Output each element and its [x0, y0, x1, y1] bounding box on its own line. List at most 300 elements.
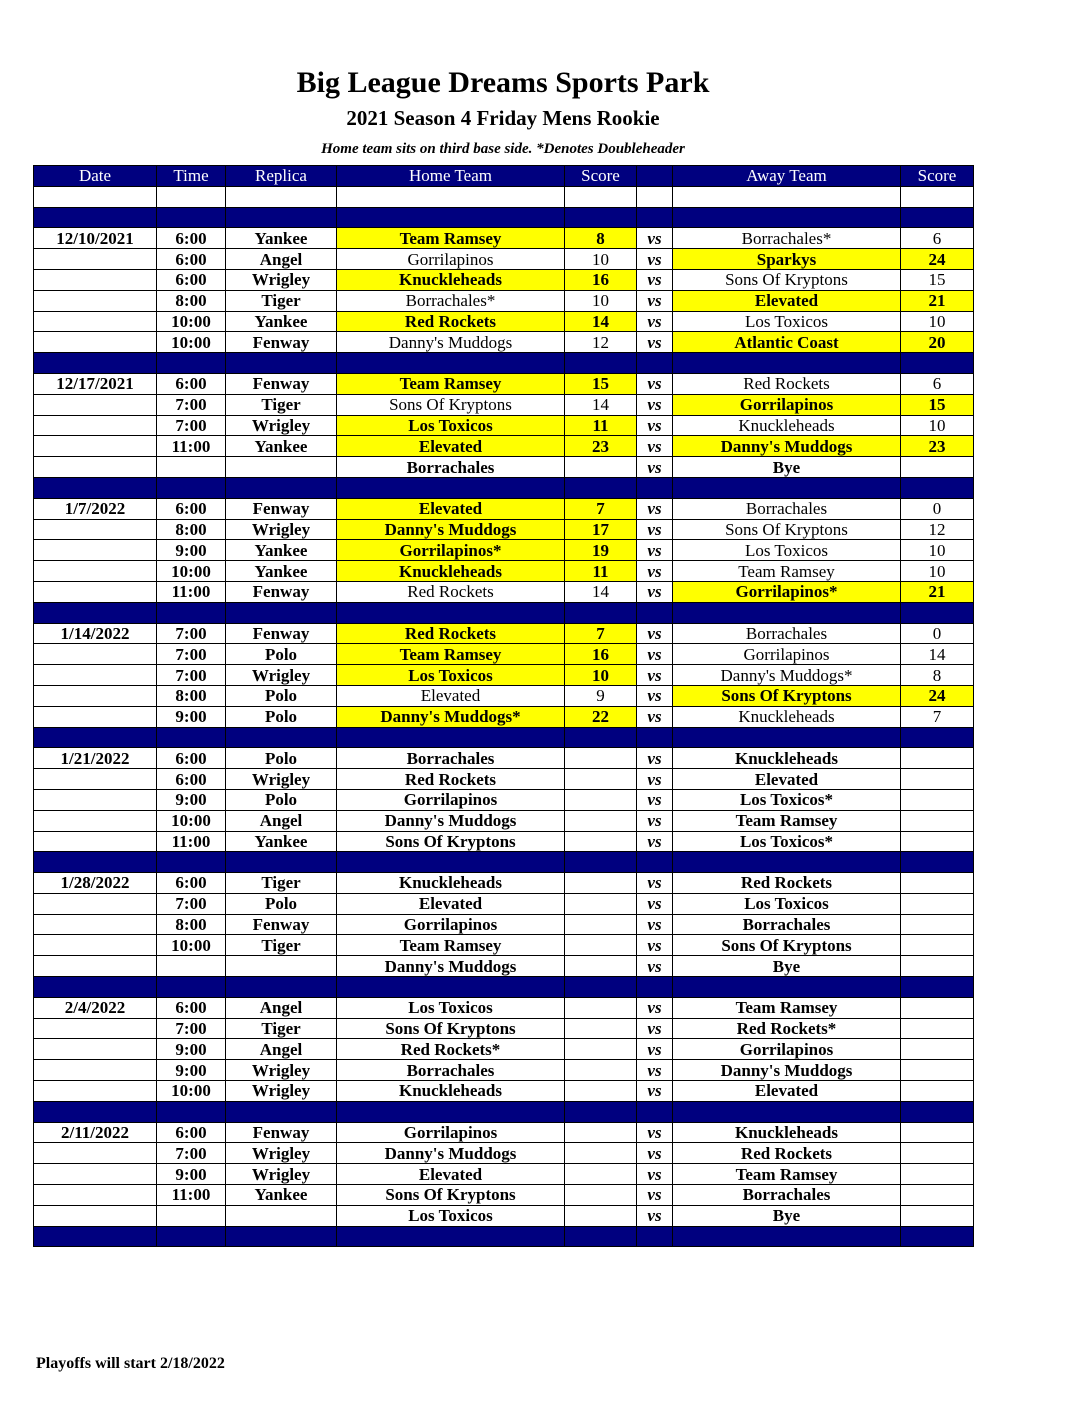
- date-cell: [34, 1060, 157, 1081]
- game-row: [34, 997, 974, 1018]
- game-row: [34, 457, 974, 478]
- vs-cell: vs: [637, 789, 673, 810]
- separator-cell: [226, 1101, 337, 1122]
- away-score-cell: [901, 935, 974, 956]
- replica-cell: Wrigley: [226, 1081, 337, 1102]
- schedule-body: [34, 186, 974, 1247]
- time-cell: 7:00: [157, 893, 226, 914]
- time-cell: 10:00: [157, 561, 226, 582]
- separator-cell: [226, 477, 337, 498]
- vs-cell: vs: [637, 228, 673, 249]
- date-cell: [34, 561, 157, 582]
- game-row: [34, 810, 974, 831]
- home-team-cell: Sons Of Kryptons: [337, 1185, 565, 1206]
- game-row: [34, 706, 974, 727]
- home-score-cell: [565, 457, 637, 478]
- date-cell: [34, 519, 157, 540]
- away-team-cell: Gorrilapinos: [673, 394, 901, 415]
- home-team-cell: Gorrilapinos: [337, 1122, 565, 1143]
- separator-cell: [337, 1226, 565, 1247]
- home-score-cell: 14: [565, 311, 637, 332]
- home-team-cell: Danny's Muddogs: [337, 519, 565, 540]
- separator-cell: [637, 727, 673, 748]
- column-header-away-score: Score: [901, 166, 974, 187]
- separator-cell: [673, 602, 901, 623]
- vs-cell: vs: [637, 415, 673, 436]
- home-score-cell: [565, 810, 637, 831]
- vs-cell: vs: [637, 457, 673, 478]
- time-cell: 6:00: [157, 997, 226, 1018]
- replica-cell: Tiger: [226, 935, 337, 956]
- separator-cell: [637, 207, 673, 228]
- away-score-cell: 7: [901, 706, 974, 727]
- away-team-cell: Knuckleheads: [673, 415, 901, 436]
- separator-cell: [901, 977, 974, 998]
- home-score-cell: 7: [565, 623, 637, 644]
- time-cell: 7:00: [157, 1143, 226, 1164]
- home-score-cell: 14: [565, 394, 637, 415]
- separator-cell: [565, 602, 637, 623]
- away-score-cell: [901, 1164, 974, 1185]
- game-row: [34, 956, 974, 977]
- replica-cell: Wrigley: [226, 1143, 337, 1164]
- separator-cell: [337, 207, 565, 228]
- vs-cell: vs: [637, 1039, 673, 1060]
- date-cell: [34, 935, 157, 956]
- away-team-cell: Team Ramsey: [673, 810, 901, 831]
- separator-cell: [673, 977, 901, 998]
- date-cell: [34, 1185, 157, 1206]
- time-cell: 7:00: [157, 623, 226, 644]
- home-team-cell: Los Toxicos: [337, 1205, 565, 1226]
- vs-cell: vs: [637, 1060, 673, 1081]
- vs-cell: vs: [637, 1164, 673, 1185]
- date-cell: 1/14/2022: [34, 623, 157, 644]
- time-cell: 7:00: [157, 415, 226, 436]
- time-cell: 7:00: [157, 1018, 226, 1039]
- week-separator: [34, 207, 974, 228]
- away-score-cell: 12: [901, 519, 974, 540]
- replica-cell: Wrigley: [226, 665, 337, 686]
- time-cell: [157, 1205, 226, 1226]
- game-row: [34, 1039, 974, 1060]
- away-score-cell: [901, 1122, 974, 1143]
- away-score-cell: [901, 914, 974, 935]
- column-header-replica: Replica: [226, 166, 337, 187]
- time-cell: 10:00: [157, 332, 226, 353]
- home-team-cell: Sons Of Kryptons: [337, 1018, 565, 1039]
- game-row: [34, 914, 974, 935]
- column-header-vs: [637, 166, 673, 187]
- date-cell: [34, 457, 157, 478]
- away-score-cell: 6: [901, 373, 974, 394]
- away-team-cell: Sons Of Kryptons: [673, 269, 901, 290]
- separator-cell: [565, 852, 637, 873]
- vs-cell: vs: [637, 394, 673, 415]
- replica-cell: Fenway: [226, 498, 337, 519]
- home-team-cell: Borrachales: [337, 1060, 565, 1081]
- time-cell: 6:00: [157, 1122, 226, 1143]
- separator-cell: [337, 977, 565, 998]
- away-team-cell: Atlantic Coast: [673, 332, 901, 353]
- date-cell: [34, 831, 157, 852]
- time-cell: 11:00: [157, 831, 226, 852]
- column-header-time: Time: [157, 166, 226, 187]
- away-score-cell: 15: [901, 269, 974, 290]
- vs-cell: vs: [637, 311, 673, 332]
- away-score-cell: [901, 1143, 974, 1164]
- away-team-cell: Team Ramsey: [673, 561, 901, 582]
- replica-cell: Yankee: [226, 540, 337, 561]
- away-score-cell: [901, 1185, 974, 1206]
- separator-cell: [637, 852, 673, 873]
- away-score-cell: 21: [901, 581, 974, 602]
- page-title: Big League Dreams Sports Park: [296, 66, 710, 99]
- game-row: [34, 873, 974, 894]
- home-team-cell: Borrachales: [337, 457, 565, 478]
- separator-cell: [337, 602, 565, 623]
- away-team-cell: Red Rockets: [673, 1143, 901, 1164]
- game-row: [34, 540, 974, 561]
- game-row: [34, 748, 974, 769]
- separator-cell: [337, 727, 565, 748]
- away-team-cell: Danny's Muddogs: [673, 1060, 901, 1081]
- home-score-cell: [565, 1185, 637, 1206]
- replica-cell: Fenway: [226, 373, 337, 394]
- separator-cell: [34, 1101, 157, 1122]
- home-team-cell: Danny's Muddogs: [337, 332, 565, 353]
- separator-cell: [901, 477, 974, 498]
- separator-cell: [226, 1226, 337, 1247]
- game-row: [34, 519, 974, 540]
- replica-cell: Angel: [226, 810, 337, 831]
- replica-cell: Angel: [226, 1039, 337, 1060]
- home-team-cell: Danny's Muddogs: [337, 810, 565, 831]
- game-row: [34, 1164, 974, 1185]
- home-score-cell: 11: [565, 415, 637, 436]
- replica-cell: Fenway: [226, 1122, 337, 1143]
- week-separator: [34, 477, 974, 498]
- vs-cell: vs: [637, 561, 673, 582]
- home-team-cell: Knuckleheads: [337, 269, 565, 290]
- home-team-cell: Borrachales: [337, 748, 565, 769]
- time-cell: 9:00: [157, 540, 226, 561]
- separator-cell: [157, 602, 226, 623]
- time-cell: 10:00: [157, 1081, 226, 1102]
- home-team-cell: Team Ramsey: [337, 644, 565, 665]
- vs-cell: vs: [637, 1018, 673, 1039]
- separator-cell: [901, 602, 974, 623]
- game-row: [34, 332, 974, 353]
- separator-cell: [901, 207, 974, 228]
- home-team-cell: Red Rockets: [337, 581, 565, 602]
- separator-cell: [637, 602, 673, 623]
- home-score-cell: 12: [565, 332, 637, 353]
- vs-cell: vs: [637, 810, 673, 831]
- time-cell: 8:00: [157, 290, 226, 311]
- time-cell: 8:00: [157, 685, 226, 706]
- separator-cell: [901, 727, 974, 748]
- away-team-cell: Sons Of Kryptons: [673, 519, 901, 540]
- away-score-cell: [901, 831, 974, 852]
- away-score-cell: 24: [901, 685, 974, 706]
- home-score-cell: [565, 789, 637, 810]
- replica-cell: Yankee: [226, 228, 337, 249]
- blank-row: [34, 186, 974, 207]
- home-score-cell: [565, 1081, 637, 1102]
- time-cell: 6:00: [157, 373, 226, 394]
- away-team-cell: Sparkys: [673, 249, 901, 270]
- time-cell: [157, 457, 226, 478]
- away-team-cell: Gorrilapinos*: [673, 581, 901, 602]
- replica-cell: Fenway: [226, 623, 337, 644]
- away-score-cell: 10: [901, 561, 974, 582]
- home-score-cell: 10: [565, 249, 637, 270]
- time-cell: 6:00: [157, 769, 226, 790]
- replica-cell: Angel: [226, 997, 337, 1018]
- game-row: [34, 665, 974, 686]
- replica-cell: [226, 457, 337, 478]
- home-score-cell: 23: [565, 436, 637, 457]
- replica-cell: Yankee: [226, 1185, 337, 1206]
- away-score-cell: 14: [901, 644, 974, 665]
- home-score-cell: 8: [565, 228, 637, 249]
- away-score-cell: 6: [901, 228, 974, 249]
- game-row: [34, 415, 974, 436]
- replica-cell: Tiger: [226, 394, 337, 415]
- home-team-cell: Elevated: [337, 436, 565, 457]
- time-cell: 7:00: [157, 644, 226, 665]
- away-team-cell: Gorrilapinos: [673, 644, 901, 665]
- replica-cell: [226, 956, 337, 977]
- away-score-cell: [901, 1039, 974, 1060]
- schedule-table: [33, 165, 974, 1247]
- week-separator: [34, 1101, 974, 1122]
- home-score-cell: 15: [565, 373, 637, 394]
- separator-cell: [673, 477, 901, 498]
- replica-cell: Tiger: [226, 290, 337, 311]
- away-team-cell: Los Toxicos*: [673, 831, 901, 852]
- game-row: [34, 789, 974, 810]
- separator-cell: [565, 477, 637, 498]
- game-row: [34, 561, 974, 582]
- separator-cell: [226, 977, 337, 998]
- column-header-home-score: Score: [565, 166, 637, 187]
- away-team-cell: Bye: [673, 457, 901, 478]
- away-team-cell: Borrachales: [673, 498, 901, 519]
- header-row: [34, 166, 974, 187]
- week-separator: [34, 977, 974, 998]
- vs-cell: vs: [637, 269, 673, 290]
- replica-cell: [226, 1205, 337, 1226]
- separator-cell: [157, 353, 226, 374]
- date-cell: [34, 665, 157, 686]
- time-cell: 6:00: [157, 249, 226, 270]
- vs-cell: vs: [637, 893, 673, 914]
- home-score-cell: [565, 769, 637, 790]
- home-team-cell: Elevated: [337, 893, 565, 914]
- time-cell: 9:00: [157, 706, 226, 727]
- away-score-cell: [901, 1081, 974, 1102]
- column-header-date: Date: [34, 166, 157, 187]
- away-score-cell: [901, 1018, 974, 1039]
- away-score-cell: [901, 748, 974, 769]
- away-team-cell: Knuckleheads: [673, 706, 901, 727]
- replica-cell: Polo: [226, 706, 337, 727]
- vs-cell: vs: [637, 769, 673, 790]
- separator-cell: [637, 477, 673, 498]
- vs-cell: vs: [637, 914, 673, 935]
- page-subtitle: 2021 Season 4 Friday Mens Rookie: [346, 106, 660, 130]
- replica-cell: Yankee: [226, 436, 337, 457]
- game-row: [34, 1081, 974, 1102]
- vs-cell: vs: [637, 519, 673, 540]
- away-team-cell: Borrachales: [673, 1185, 901, 1206]
- separator-cell: [226, 353, 337, 374]
- away-team-cell: Sons Of Kryptons: [673, 685, 901, 706]
- away-score-cell: [901, 956, 974, 977]
- game-row: [34, 498, 974, 519]
- separator-cell: [637, 977, 673, 998]
- away-team-cell: Team Ramsey: [673, 997, 901, 1018]
- date-cell: [34, 269, 157, 290]
- away-team-cell: Red Rockets*: [673, 1018, 901, 1039]
- game-row: [34, 935, 974, 956]
- game-row: [34, 893, 974, 914]
- away-score-cell: [901, 1060, 974, 1081]
- vs-cell: vs: [637, 956, 673, 977]
- game-row: [34, 373, 974, 394]
- home-score-cell: 7: [565, 498, 637, 519]
- home-score-cell: [565, 748, 637, 769]
- home-team-cell: Gorrilapinos*: [337, 540, 565, 561]
- separator-cell: [34, 1226, 157, 1247]
- vs-cell: vs: [637, 935, 673, 956]
- game-row: [34, 269, 974, 290]
- replica-cell: Yankee: [226, 561, 337, 582]
- away-score-cell: 24: [901, 249, 974, 270]
- time-cell: 6:00: [157, 748, 226, 769]
- home-team-cell: Knuckleheads: [337, 873, 565, 894]
- away-team-cell: Danny's Muddogs: [673, 436, 901, 457]
- home-score-cell: 16: [565, 644, 637, 665]
- replica-cell: Wrigley: [226, 769, 337, 790]
- vs-cell: vs: [637, 498, 673, 519]
- vs-cell: vs: [637, 831, 673, 852]
- away-team-cell: Elevated: [673, 1081, 901, 1102]
- separator-cell: [637, 353, 673, 374]
- game-row: [34, 1060, 974, 1081]
- date-cell: [34, 436, 157, 457]
- date-cell: [34, 1018, 157, 1039]
- vs-cell: vs: [637, 540, 673, 561]
- separator-cell: [901, 353, 974, 374]
- time-cell: 6:00: [157, 873, 226, 894]
- away-team-cell: Borrachales: [673, 914, 901, 935]
- game-row: [34, 1185, 974, 1206]
- vs-cell: vs: [637, 623, 673, 644]
- vs-cell: vs: [637, 290, 673, 311]
- date-cell: 1/21/2022: [34, 748, 157, 769]
- home-score-cell: [565, 1164, 637, 1185]
- vs-cell: vs: [637, 1143, 673, 1164]
- away-score-cell: 21: [901, 290, 974, 311]
- game-row: [34, 623, 974, 644]
- away-score-cell: 15: [901, 394, 974, 415]
- game-row: [34, 685, 974, 706]
- date-cell: [34, 810, 157, 831]
- vs-cell: vs: [637, 748, 673, 769]
- separator-cell: [673, 852, 901, 873]
- vs-cell: vs: [637, 665, 673, 686]
- date-cell: [34, 249, 157, 270]
- separator-cell: [34, 477, 157, 498]
- separator-cell: [901, 1226, 974, 1247]
- home-team-cell: Red Rockets: [337, 623, 565, 644]
- replica-cell: Fenway: [226, 332, 337, 353]
- game-row: [34, 394, 974, 415]
- date-cell: [34, 789, 157, 810]
- vs-cell: vs: [637, 706, 673, 727]
- vs-cell: vs: [637, 644, 673, 665]
- game-row: [34, 644, 974, 665]
- home-score-cell: 10: [565, 665, 637, 686]
- away-score-cell: [901, 873, 974, 894]
- vs-cell: vs: [637, 1205, 673, 1226]
- home-team-cell: Gorrilapinos: [337, 789, 565, 810]
- replica-cell: Wrigley: [226, 1060, 337, 1081]
- separator-cell: [226, 602, 337, 623]
- time-cell: 9:00: [157, 1039, 226, 1060]
- home-score-cell: [565, 873, 637, 894]
- separator-cell: [565, 207, 637, 228]
- date-cell: [34, 394, 157, 415]
- game-row: [34, 249, 974, 270]
- away-score-cell: [901, 997, 974, 1018]
- time-cell: 8:00: [157, 914, 226, 935]
- separator-cell: [337, 1101, 565, 1122]
- replica-cell: Wrigley: [226, 415, 337, 436]
- home-score-cell: [565, 1060, 637, 1081]
- home-score-cell: [565, 935, 637, 956]
- date-cell: [34, 1164, 157, 1185]
- replica-cell: Polo: [226, 789, 337, 810]
- game-row: [34, 1018, 974, 1039]
- home-team-cell: Elevated: [337, 1164, 565, 1185]
- replica-cell: Angel: [226, 249, 337, 270]
- home-team-cell: Red Rockets: [337, 311, 565, 332]
- separator-cell: [226, 852, 337, 873]
- home-team-cell: Danny's Muddogs*: [337, 706, 565, 727]
- separator-cell: [565, 1101, 637, 1122]
- replica-cell: Yankee: [226, 311, 337, 332]
- home-score-cell: [565, 956, 637, 977]
- home-team-cell: Los Toxicos: [337, 997, 565, 1018]
- separator-cell: [157, 207, 226, 228]
- separator-cell: [157, 477, 226, 498]
- away-score-cell: [901, 769, 974, 790]
- playoffs-note: Playoffs will start 2/18/2022: [36, 1355, 225, 1372]
- away-team-cell: Los Toxicos*: [673, 789, 901, 810]
- date-cell: [34, 1039, 157, 1060]
- date-cell: [34, 1081, 157, 1102]
- away-team-cell: Los Toxicos: [673, 311, 901, 332]
- home-team-cell: Danny's Muddogs: [337, 956, 565, 977]
- week-separator: [34, 727, 974, 748]
- separator-cell: [901, 1101, 974, 1122]
- home-team-cell: Los Toxicos: [337, 665, 565, 686]
- away-team-cell: Los Toxicos: [673, 540, 901, 561]
